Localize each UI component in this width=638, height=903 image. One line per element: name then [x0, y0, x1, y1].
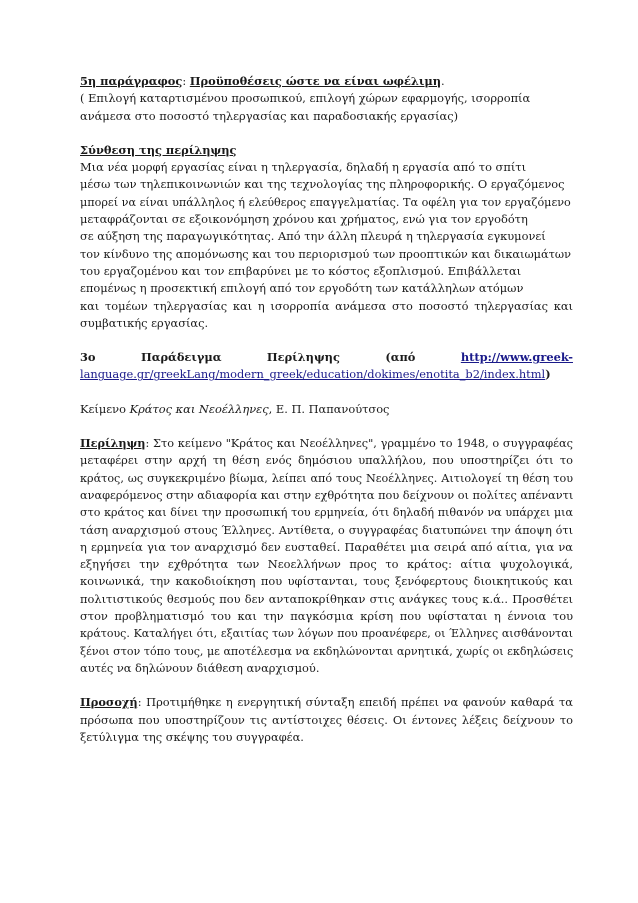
paragraph-5-line: ( Επιλογή καταρτισμένου προσωπικού, επιλογή χώρων εφαρμογής, ισορροπία — [80, 91, 531, 106]
note-label: Προσοχή — [80, 695, 138, 710]
synthesis-line: επομένως η προσεκτική επιλογή από τον εργοδότη των κατάλληλων ατόμων — [80, 281, 524, 296]
heading-separator: : — [182, 74, 190, 88]
synthesis-line: μέσω των τηλεπικοινωνιών και της τεχνολογίας της πληροφορικής. Ο εργαζόμενος — [80, 177, 565, 192]
summary-line: ξένοι στον τόπο τους, με αποτέλεσμα να εκδηλώνονται αρνητικά, χωρίς οι εκδηλώσεις — [80, 644, 574, 658]
summary-block — [80, 435, 573, 677]
summary-line: κοινωνικά, την κακοδιοίκηση που υφίστανται, τους ξενόφερτους διοικητικούς και — [80, 574, 573, 589]
summary-line: εξηγήσει την εχθρότητα των Νεοελλήνων προς το κράτος: αίτια ψυχολογικά, — [80, 557, 573, 572]
example-3-heading — [80, 349, 573, 366]
note-line — [80, 694, 573, 711]
example-paren-open: (από — [385, 350, 416, 365]
example-paren-close: ) — [545, 367, 551, 382]
text-reference-prefix: Κείμενο — [80, 401, 130, 416]
example-number: 3ο — [80, 350, 96, 365]
summary-line: στον προβληματισμό του και την παγκόσμια κρίση που υφίσταται η έννοια του — [80, 609, 573, 624]
paragraph-5-label: 5η παράγραφος — [80, 74, 183, 88]
text-reference-title: Κράτος και Νεοέλληνες — [129, 401, 269, 416]
synthesis-heading: Σύνθεση της περίληψης — [80, 142, 237, 157]
source-link[interactable]: http://www.greek- — [460, 350, 573, 365]
example-word: Παράδειγμα — [140, 350, 222, 365]
note-line: ξετύλιγμα της σκέψης του συγγραφέα. — [80, 729, 304, 744]
synthesis-block — [80, 142, 573, 332]
note-block — [80, 694, 573, 746]
note-line: πρόσωπα που υποστηρίζουν τις αντίστοιχες θέσεις. Οι έντονες λέξεις δείχνουν το — [80, 712, 573, 727]
example-word: Περίληψης — [266, 350, 340, 365]
paragraph-5-block — [80, 73, 573, 125]
summary-line: η ερμηνεία για τον αναρχισμό δεν ευσταθεί. Παραθέτει μια σειρά από αίτια, για να — [80, 539, 573, 554]
synthesis-line: του εργαζομένου και τον επιβαρύνει με το κόστος εξοπλισμού. Επιβάλλεται — [80, 263, 522, 278]
paragraph-5-title: Προϋποθέσεις ώστε να είναι ωφέλιμη — [189, 74, 442, 88]
summary-line: κράτος, ως συγκεκριμένο βίωμα, λείπει από τους Νεοέλληνες. Αιτιολογεί τη θέση του — [80, 471, 573, 485]
summary-text: : Στο κείμενο "Κράτος και Νεοέλληνες", γραμμένο το 1948, ο συγγραφέας — [145, 437, 573, 451]
document-body — [80, 73, 573, 762]
summary-line: αναφερόμενος στην αδιαφορία και στην εχθρότητα που δείχνουν οι πολίτες απέναντι — [80, 488, 574, 502]
text-reference-line — [80, 401, 573, 418]
summary-line: μεταφέρει στην αρχή τη θέση ενός δημόσιου υπαλλήλου, που υποστηρίζει ότι το — [80, 453, 573, 468]
synthesis-line: σε αύξηση της παραγωγικότητας. Από την άλλη πλευρά η τηλεργασία εγκυμονεί — [80, 229, 546, 244]
text-reference — [80, 401, 573, 418]
synthesis-line: Μια νέα μορφή εργασίας είναι η τηλεργασία, δηλαδή η εργασία από το σπίτι — [80, 160, 527, 175]
synthesis-line: και τομέων τηλεργασίας και η ισορροπία ανάμεσα στο ποσοστό τηλεργασίας και — [80, 298, 573, 313]
heading-end: . — [441, 74, 445, 88]
text-reference-author: , Ε. Π. Παπανούτσος — [268, 401, 390, 416]
source-link-line — [80, 366, 573, 383]
summary-line: κράτους. Καταλήγει ότι, εξαιτίας των λόγων που προανέφερε, οι Έλληνες αισθάνονται — [80, 627, 573, 641]
summary-line: στο κράτος και δίνει την προσωπική του ερμηνεία, ότι δηλαδή πιθανόν να υπάρχει μια — [80, 506, 573, 520]
synthesis-line: μπορεί να είναι υπάλληλος ή ελεύθερος επαγγελματίας. Τα οφέλη για τον εργαζόμενο — [80, 195, 571, 209]
summary-line: πολιτιστικούς θεσμούς που δεν ανταποκρίθηκαν στις ανάγκες τους κ.ά.. Προσθέτει — [80, 591, 573, 606]
summary-line: τάση αναρχισμού στους Έλληνες. Αντίθετα, ο συγγραφέας διατυπώνει την άποψη ότι — [80, 523, 573, 537]
note-text: : Προτιμήθηκε η ενεργητική σύνταξη επειδή πρέπει να φανούν καθαρά τα — [137, 695, 573, 710]
paragraph-5-line: ανάμεσα στο ποσοστό τηλεργασίας και παραδοσιακής εργασίας) — [80, 108, 459, 123]
synthesis-line: συμβατικής εργασίας. — [80, 315, 209, 330]
summary-line — [80, 435, 573, 452]
source-link-continued[interactable]: language.gr/greekLang/modern_greek/education/dokimes/enotita_b2/index.html — [80, 367, 546, 382]
example-3-block — [80, 349, 573, 384]
summary-label: Περίληψη — [80, 436, 146, 451]
synthesis-line: μεταφράζονται σε εξοικονόμηση χρόνου και χρήματος, ενώ για τον εργοδότη — [80, 212, 528, 227]
synthesis-line: τον κίνδυνο της απομόνωσης και του περιορισμού των προοπτικών και δικαιωμάτων — [80, 247, 571, 261]
paragraph-5-heading — [80, 73, 573, 90]
summary-line: αυτές να δηλώνουν διάθεση αναρχισμού. — [80, 660, 320, 675]
